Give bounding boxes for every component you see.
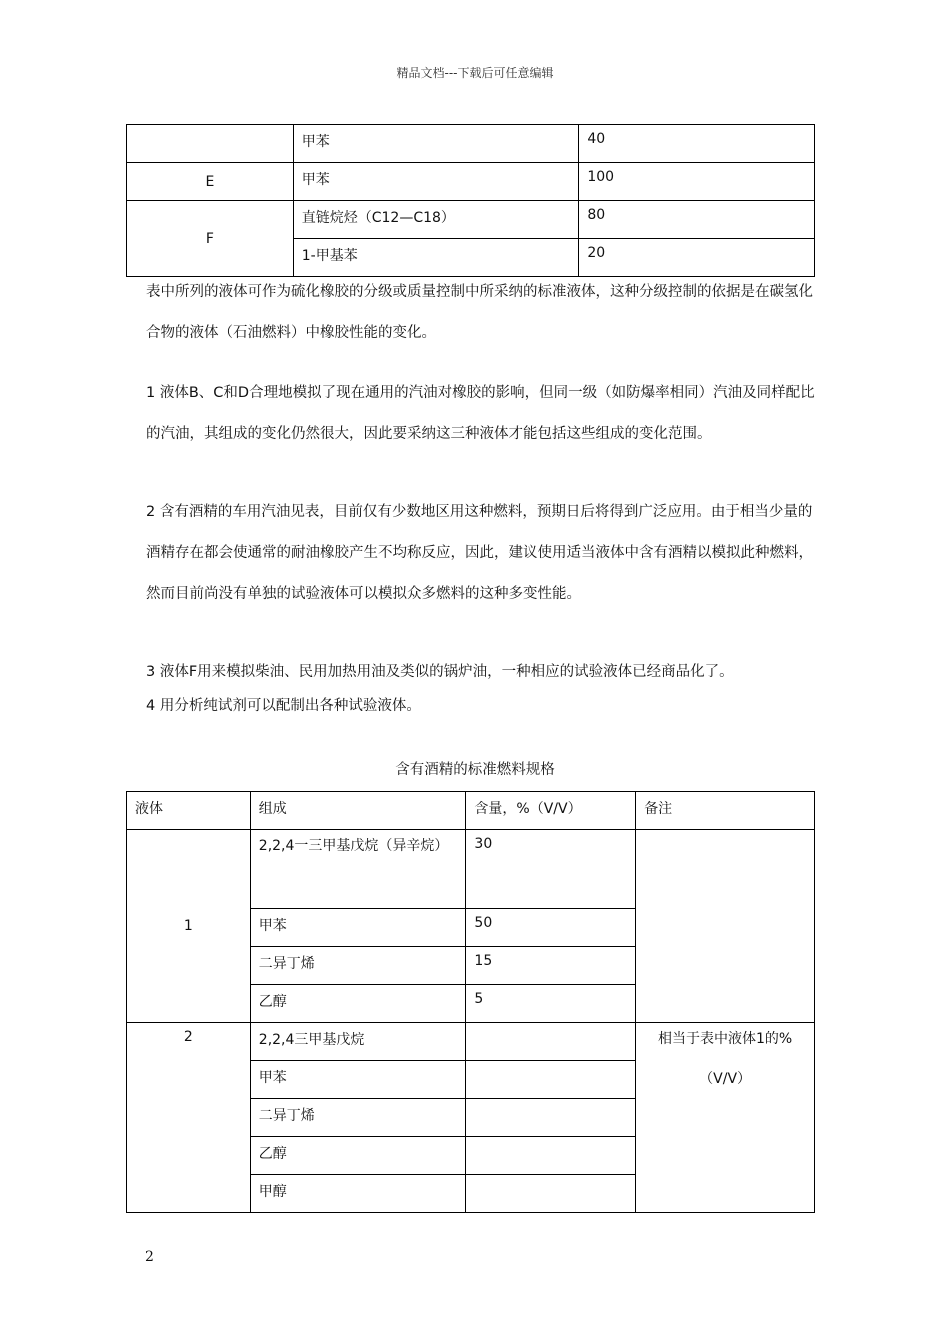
paragraph-intro: 表中所列的液体可作为硫化橡胶的分级或质量控制中所采纳的标准液体，这种分级控制的依据是在碳氢化合物的液体（石油燃料）中橡胶性能的变化。 xyxy=(146,284,813,341)
table-row xyxy=(127,1023,815,1061)
alcohol-fuel-table xyxy=(126,791,815,1213)
value-cell: 50 xyxy=(466,909,636,947)
component-cell: 2,2,4一三甲基戊烷（异辛烷） xyxy=(250,830,466,909)
component-cell: 甲醇 xyxy=(250,1175,466,1213)
table-row xyxy=(127,201,815,239)
paragraph-note-3: 3 液体F用来模拟柴油、民用加热用油及类似的锅炉油，一种相应的试验液体已经商品化了。 xyxy=(146,664,734,680)
header-content: 含量，%（V/V） xyxy=(466,792,636,830)
remarks-cell xyxy=(636,830,815,1023)
header-fluid: 液体 xyxy=(127,792,251,830)
value-cell: 100 xyxy=(579,163,815,201)
value-cell: 20 xyxy=(579,239,815,277)
component-cell: 乙醇 xyxy=(250,985,466,1023)
value-cell: 40 xyxy=(579,125,815,163)
table-row xyxy=(127,830,815,909)
value-cell xyxy=(466,1175,636,1213)
fluid-label-cell xyxy=(127,125,294,163)
value-cell: 5 xyxy=(466,985,636,1023)
fluid-label-cell: 2 xyxy=(127,1023,251,1213)
paragraph-note-2: 2 含有酒精的车用汽油见表，目前仅有少数地区用这种燃料，预期日后将得到广泛应用。由于相当少量的酒精存在都会使通常的耐油橡胶产生不均称反应，因此，建议使用适当液体中含有酒精以模拟此种燃料，然而目前尚没有单独的试验液体可以模拟众多燃料的这种多变性能。 xyxy=(146,504,813,602)
value-cell: 15 xyxy=(466,947,636,985)
component-cell: 甲苯 xyxy=(250,909,466,947)
value-cell: 80 xyxy=(579,201,815,239)
fluid-label-cell: 1 xyxy=(127,830,251,1023)
component-cell: 直链烷烃（C12—C18） xyxy=(293,201,579,239)
value-cell xyxy=(466,1137,636,1175)
remarks-cell: 相当于表中液体1的% （V/V） xyxy=(636,1023,815,1213)
value-cell xyxy=(466,1099,636,1137)
paragraph-note-1: 1 液体B、C和D合理地模拟了现在通用的汽油对橡胶的影响，但同一级（如防爆率相同）汽油及同样配比的汽油，其组成的变化仍然很大，因此要采纳这三种液体才能包括这些组成的变化范围。 xyxy=(146,385,815,442)
component-cell: 乙醇 xyxy=(250,1137,466,1175)
component-cell: 甲苯 xyxy=(293,125,579,163)
page-number: 2 xyxy=(145,1249,154,1265)
component-cell: 二异丁烯 xyxy=(250,947,466,985)
table-row xyxy=(127,163,815,201)
component-cell: 2,2,4三甲基戊烷 xyxy=(250,1023,466,1061)
component-cell: 甲苯 xyxy=(250,1061,466,1099)
component-cell: 1-甲基苯 xyxy=(293,239,579,277)
table-header-row xyxy=(127,792,815,830)
header-remarks: 备注 xyxy=(636,792,815,830)
value-cell xyxy=(466,1061,636,1099)
value-cell xyxy=(466,1023,636,1061)
table-caption: 含有酒精的标准燃料规格 xyxy=(395,762,555,778)
component-cell: 二异丁烯 xyxy=(250,1099,466,1137)
fluid-label-cell: E xyxy=(127,163,294,201)
fluid-table-continued xyxy=(126,124,815,277)
fluid-label-cell: F xyxy=(127,201,294,277)
value-cell: 30 xyxy=(466,830,636,909)
component-cell: 甲苯 xyxy=(293,163,579,201)
paragraph-note-4: 4 用分析纯试剂可以配制出各种试验液体。 xyxy=(146,698,421,714)
table-row xyxy=(127,125,815,163)
header-composition: 组成 xyxy=(250,792,466,830)
page-header: 精品文档---下载后可任意编辑 xyxy=(396,66,554,80)
